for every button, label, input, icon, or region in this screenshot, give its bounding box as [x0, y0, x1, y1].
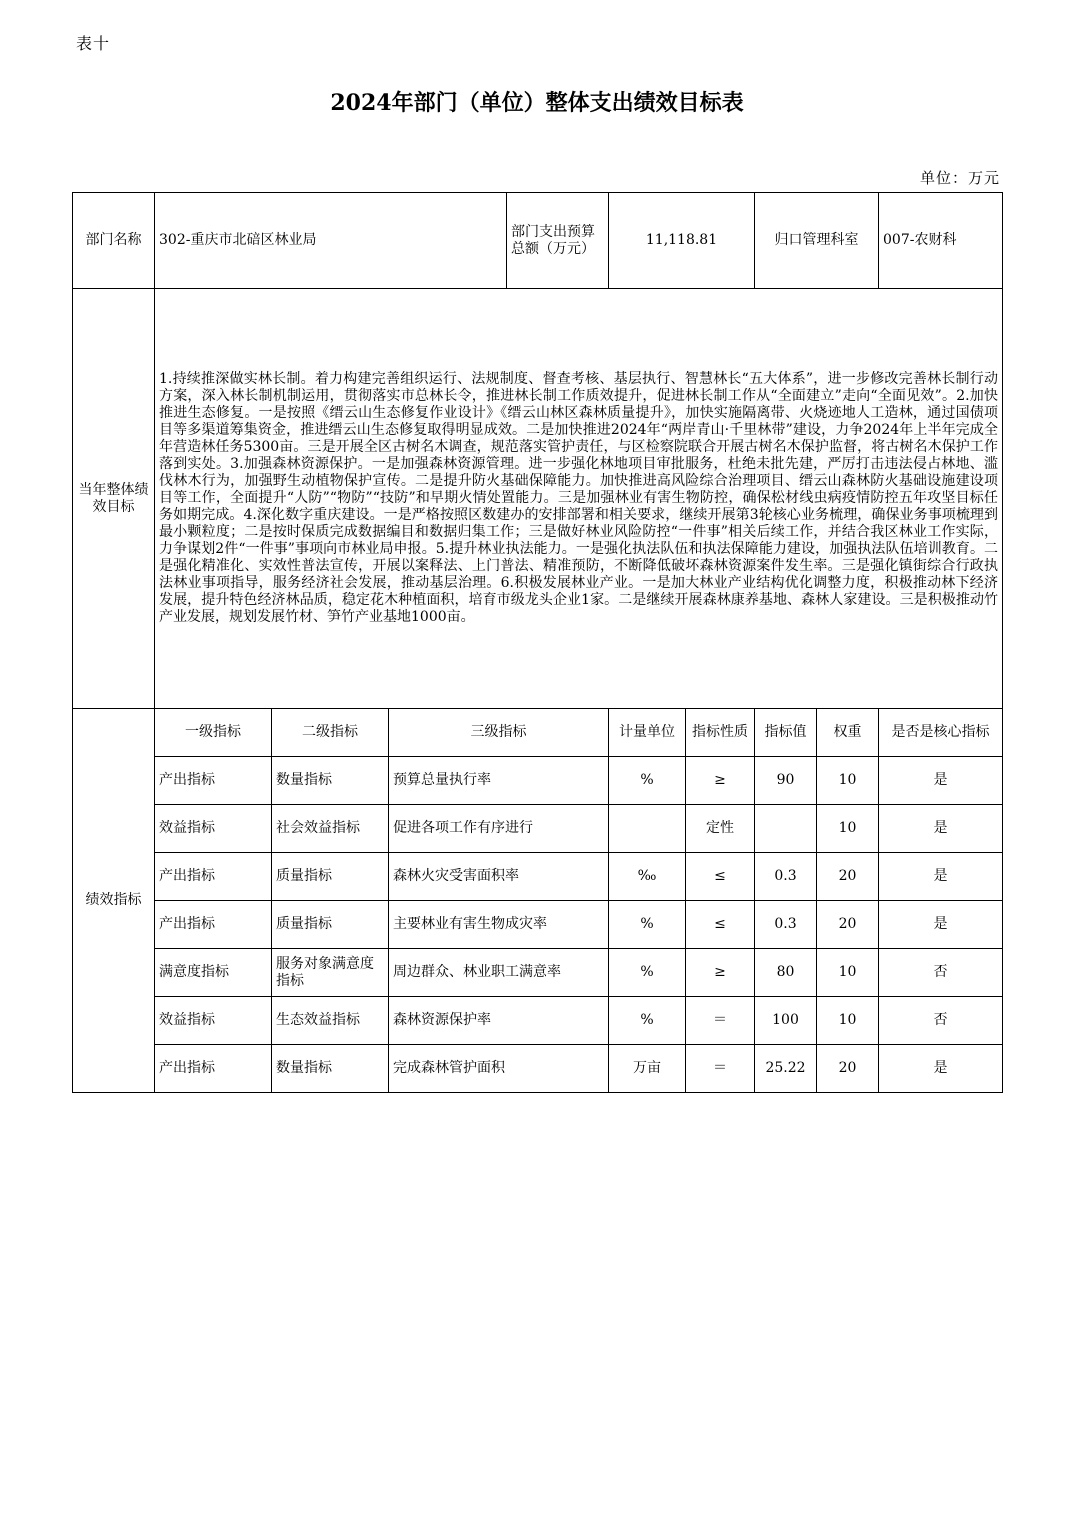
- value-cell: 80: [755, 949, 817, 997]
- unit-cell: [609, 805, 686, 853]
- goals-row: [73, 289, 1003, 709]
- level1-cell: 产出指标: [155, 853, 272, 901]
- level2-cell: 数量指标: [272, 757, 389, 805]
- nature-cell: ≥: [686, 949, 755, 997]
- header-level1: 一级指标: [155, 709, 272, 757]
- weight-cell: 10: [817, 997, 879, 1045]
- value-cell: 0.3: [755, 901, 817, 949]
- unit-cell: %: [609, 997, 686, 1045]
- value-cell: [755, 805, 817, 853]
- table-row: [73, 1045, 1003, 1093]
- core-cell: 是: [879, 901, 1003, 949]
- unit-cell: %: [609, 757, 686, 805]
- weight-cell: 10: [817, 949, 879, 997]
- nature-cell: ＝: [686, 1045, 755, 1093]
- core-cell: 是: [879, 1045, 1003, 1093]
- level3-cell: 周边群众、林业职工满意率: [389, 949, 609, 997]
- goals-label: 当年整体绩效目标: [73, 289, 155, 709]
- weight-cell: 10: [817, 805, 879, 853]
- core-cell: 否: [879, 997, 1003, 1045]
- unit-cell: %: [609, 949, 686, 997]
- value-cell: 25.22: [755, 1045, 817, 1093]
- table-row: [73, 805, 1003, 853]
- header-unit: 计量单位: [609, 709, 686, 757]
- core-cell: 是: [879, 757, 1003, 805]
- weight-cell: 10: [817, 757, 879, 805]
- table-row: [73, 997, 1003, 1045]
- level2-cell: 社会效益指标: [272, 805, 389, 853]
- level2-cell: 质量指标: [272, 901, 389, 949]
- level3-cell: 完成森林管护面积: [389, 1045, 609, 1093]
- level1-cell: 产出指标: [155, 1045, 272, 1093]
- goals-text: 1.持续推深做实林长制。着力构建完善组织运行、法规制度、督查考核、基层执行、智慧林长“五大体系”，进一步修改完善林长制行动方案，深入林长制机制运用，贯彻落实市总林长令，推进林长制工作质效提升，促进林长制工作从“全面建立”走向“全面见效”。2.加快推进生态修复。一是按照《缙云山生态修复作业设计》《缙云山林区森林质量提升》，加快实施隔离带、火烧迹地人工造林，通过国债项目等多渠道筹集资金，推进缙云山生态修复取得明显成效。二是加快推进2024年“两岸青山·千里林带”建设，力争2024年上半年完成全年营造林任务5300亩。三是开展全区古树名木调查，规范落实管护责任，与区检察院联合开展古树名木保护监督，将古树名木保护工作落到实处。3.加强森林资源保护。一是加强森林资源管理。进一步强化林地项目审批服务，杜绝未批先建，严厉打击违法侵占林地、滥伐林木行为，加强野生动植物保护宣传。二是提升防火基础保障能力。加快推进高风险综合治理项目、缙云山森林防火基础设施建设项目等工作，全面提升“人防”“物防”“技防”和早期火情处置能力。三是加强林业有害生物防控，确保松材线虫病疫情防控五年攻坚目标任务如期完成。4.深化数字重庆建设。一是严格按照区数建办的安排部署和相关要求，继续开展第3轮核心业务梳理，确保业务事项梳理到最小颗粒度；二是按时保质完成数据编目和数据归集工作；三是做好林业风险防控“一件事”相关后续工作，并结合我区林业工作实际，力争谋划2件“一件事”事项向市林业局申报。5.提升林业执法能力。一是强化执法队伍和执法保障能力建设，加强执法队伍培训教育。二是强化精准化、实效性普法宣传，开展以案释法、上门普法、精准预防，不断降低破坏森林资源案件发生率。三是强化镇街综合行政执法林业事项指导，服务经济社会发展，推动基层治理。6.积极发展林业产业。一是加大林业产业结构优化调整力度，积极推动林下经济发展，提升特色经济林品质，稳定花木种植面积，培育市级龙头企业1家。二是继续开展森林康养基地、森林人家建设。三是积极推动竹产业发展，规划发展竹材、笋竹产业基地1000亩。: [155, 289, 1003, 709]
- nature-cell: ≤: [686, 853, 755, 901]
- level1-cell: 产出指标: [155, 757, 272, 805]
- value-cell: 0.3: [755, 853, 817, 901]
- header-level2: 二级指标: [272, 709, 389, 757]
- table-number: 表十: [76, 34, 111, 53]
- header-nature: 指标性质: [686, 709, 755, 757]
- unit-cell: ‰: [609, 853, 686, 901]
- level1-cell: 满意度指标: [155, 949, 272, 997]
- level3-cell: 促进各项工作有序进行: [389, 805, 609, 853]
- nature-cell: ≥: [686, 757, 755, 805]
- dept-name-label: 部门名称: [73, 193, 155, 289]
- level2-cell: 服务对象满意度指标: [272, 949, 389, 997]
- office-value: 007-农财科: [879, 193, 1003, 289]
- indicators-section-label: 绩效指标: [73, 709, 155, 1093]
- value-cell: 90: [755, 757, 817, 805]
- table-row: [73, 853, 1003, 901]
- core-cell: 否: [879, 949, 1003, 997]
- budget-label: 部门支出预算总额（万元）: [507, 193, 609, 289]
- table-row: [73, 949, 1003, 997]
- level2-cell: 生态效益指标: [272, 997, 389, 1045]
- nature-cell: ≤: [686, 901, 755, 949]
- level1-cell: 效益指标: [155, 997, 272, 1045]
- performance-table: [72, 192, 1003, 1093]
- budget-value: 11,118.81: [609, 193, 755, 289]
- nature-cell: 定性: [686, 805, 755, 853]
- document-title: 2024年部门（单位）整体支出绩效目标表: [330, 90, 744, 116]
- level1-cell: 产出指标: [155, 901, 272, 949]
- office-label: 归口管理科室: [755, 193, 879, 289]
- level3-cell: 森林火灾受害面积率: [389, 853, 609, 901]
- level3-cell: 预算总量执行率: [389, 757, 609, 805]
- weight-cell: 20: [817, 1045, 879, 1093]
- level3-cell: 主要林业有害生物成灾率: [389, 901, 609, 949]
- table-row: [73, 757, 1003, 805]
- core-cell: 是: [879, 853, 1003, 901]
- table-row: [73, 901, 1003, 949]
- weight-cell: 20: [817, 853, 879, 901]
- level3-cell: 森林资源保护率: [389, 997, 609, 1045]
- level1-cell: 效益指标: [155, 805, 272, 853]
- header-value: 指标值: [755, 709, 817, 757]
- unit-cell: 万亩: [609, 1045, 686, 1093]
- dept-name-value: 302-重庆市北碚区林业局: [155, 193, 507, 289]
- level2-cell: 质量指标: [272, 853, 389, 901]
- core-cell: 是: [879, 805, 1003, 853]
- header-level3: 三级指标: [389, 709, 609, 757]
- weight-cell: 20: [817, 901, 879, 949]
- value-cell: 100: [755, 997, 817, 1045]
- header-weight: 权重: [817, 709, 879, 757]
- level2-cell: 数量指标: [272, 1045, 389, 1093]
- unit-cell: %: [609, 901, 686, 949]
- header-core: 是否是核心指标: [879, 709, 1003, 757]
- nature-cell: ＝: [686, 997, 755, 1045]
- indicator-header-row: [73, 709, 1003, 757]
- dept-info-row: [73, 193, 1003, 289]
- unit-label: 单位：万元: [919, 169, 1000, 187]
